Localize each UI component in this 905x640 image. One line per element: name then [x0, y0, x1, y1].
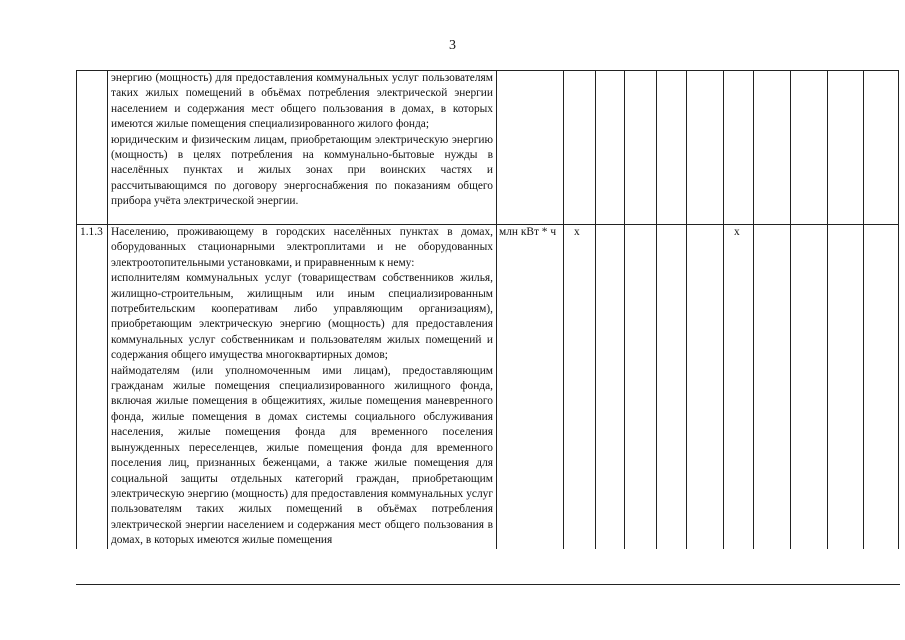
value-cell	[657, 71, 687, 225]
value-cell: х	[724, 225, 754, 549]
value-cell	[625, 71, 657, 225]
value-cell	[828, 225, 864, 549]
value-cell	[596, 71, 625, 225]
table-row	[77, 71, 899, 225]
value-cell	[754, 71, 791, 225]
value-cell: х	[564, 225, 596, 549]
description-paragraph: Населению, проживающему в городских населённых пунктах в домах, оборудованных стационарными электроплитами и не оборудованных электроотопительными установками, и приравненным к нему:	[111, 226, 493, 269]
value-cell	[864, 71, 899, 225]
unit-cell	[497, 71, 564, 225]
value-cell	[754, 225, 791, 549]
value-cell	[657, 225, 687, 549]
description-cell	[108, 225, 497, 549]
value-cell	[828, 71, 864, 225]
table-clip	[76, 70, 900, 585]
description-paragraph: юридическим и физическим лицам, приобретающим электрическую энергию (мощность) в целях потребления на коммунально-бытовые нужды в населённых пунктах и жилых зонах при воинских частях и рассчитывающимся по договору энергоснабжения по показаниям общего прибора учёта электрической энергии.	[111, 133, 493, 208]
row-number-cell	[77, 71, 108, 225]
value-cell	[724, 71, 754, 225]
value-cell	[864, 225, 899, 549]
unit-cell: млн кВт * ч	[497, 225, 564, 549]
value-cell	[625, 225, 657, 549]
value-cell	[791, 71, 828, 225]
value-cell	[791, 225, 828, 549]
value-cell	[596, 225, 625, 549]
tariff-table	[76, 70, 899, 549]
page-number: 3	[449, 38, 456, 53]
value-cell	[687, 71, 724, 225]
description-paragraph: наймодателям (или уполномоченным ими лицам), предоставляющим гражданам жилые помещения специализированного жилищного фонда, включая жилые помещения в общежитиях, жилые помещения маневренного фонда, жилые помещения в домах системы социального обслуживания населения, жилые помещения фонда для временного поселения вынужденных переселенцев, жилые помещения фонда для временного поселения лиц, признанных беженцами, а также жилые помещения для социальной защиты отдельных категорий граждан, приобретающим электрическую энергию (мощность) для предоставления коммунальных услуг пользователям таких жилых помещений в объёмах потребления электрической энергии населением и содержания мест общего пользования в домах, в которых имеются жилые помещения	[111, 364, 493, 547]
row-number-cell: 1.1.3	[77, 225, 108, 549]
description-paragraph: энергию (мощность) для предоставления коммунальных услуг пользователям таких жилых помещений в объёмах потребления электрической энергии населением и содержания мест общего пользования в домах, в которых имеются жилые помещения специализированного жилого фонда;	[111, 72, 493, 131]
description-paragraph: исполнителям коммунальных услуг (товариществам собственников жилья, жилищно-строительным, жилищным или иным специализированным потребительским кооперативам либо управляющим организациям), приобретающим электрическую энергию (мощность) для предоставления коммунальных услуг собственникам и пользователям жилых помещений и содержания общего имущества многоквартирных домов;	[111, 272, 493, 362]
description-cell	[108, 71, 497, 225]
value-cell	[564, 71, 596, 225]
table-row	[77, 225, 899, 549]
value-cell	[687, 225, 724, 549]
